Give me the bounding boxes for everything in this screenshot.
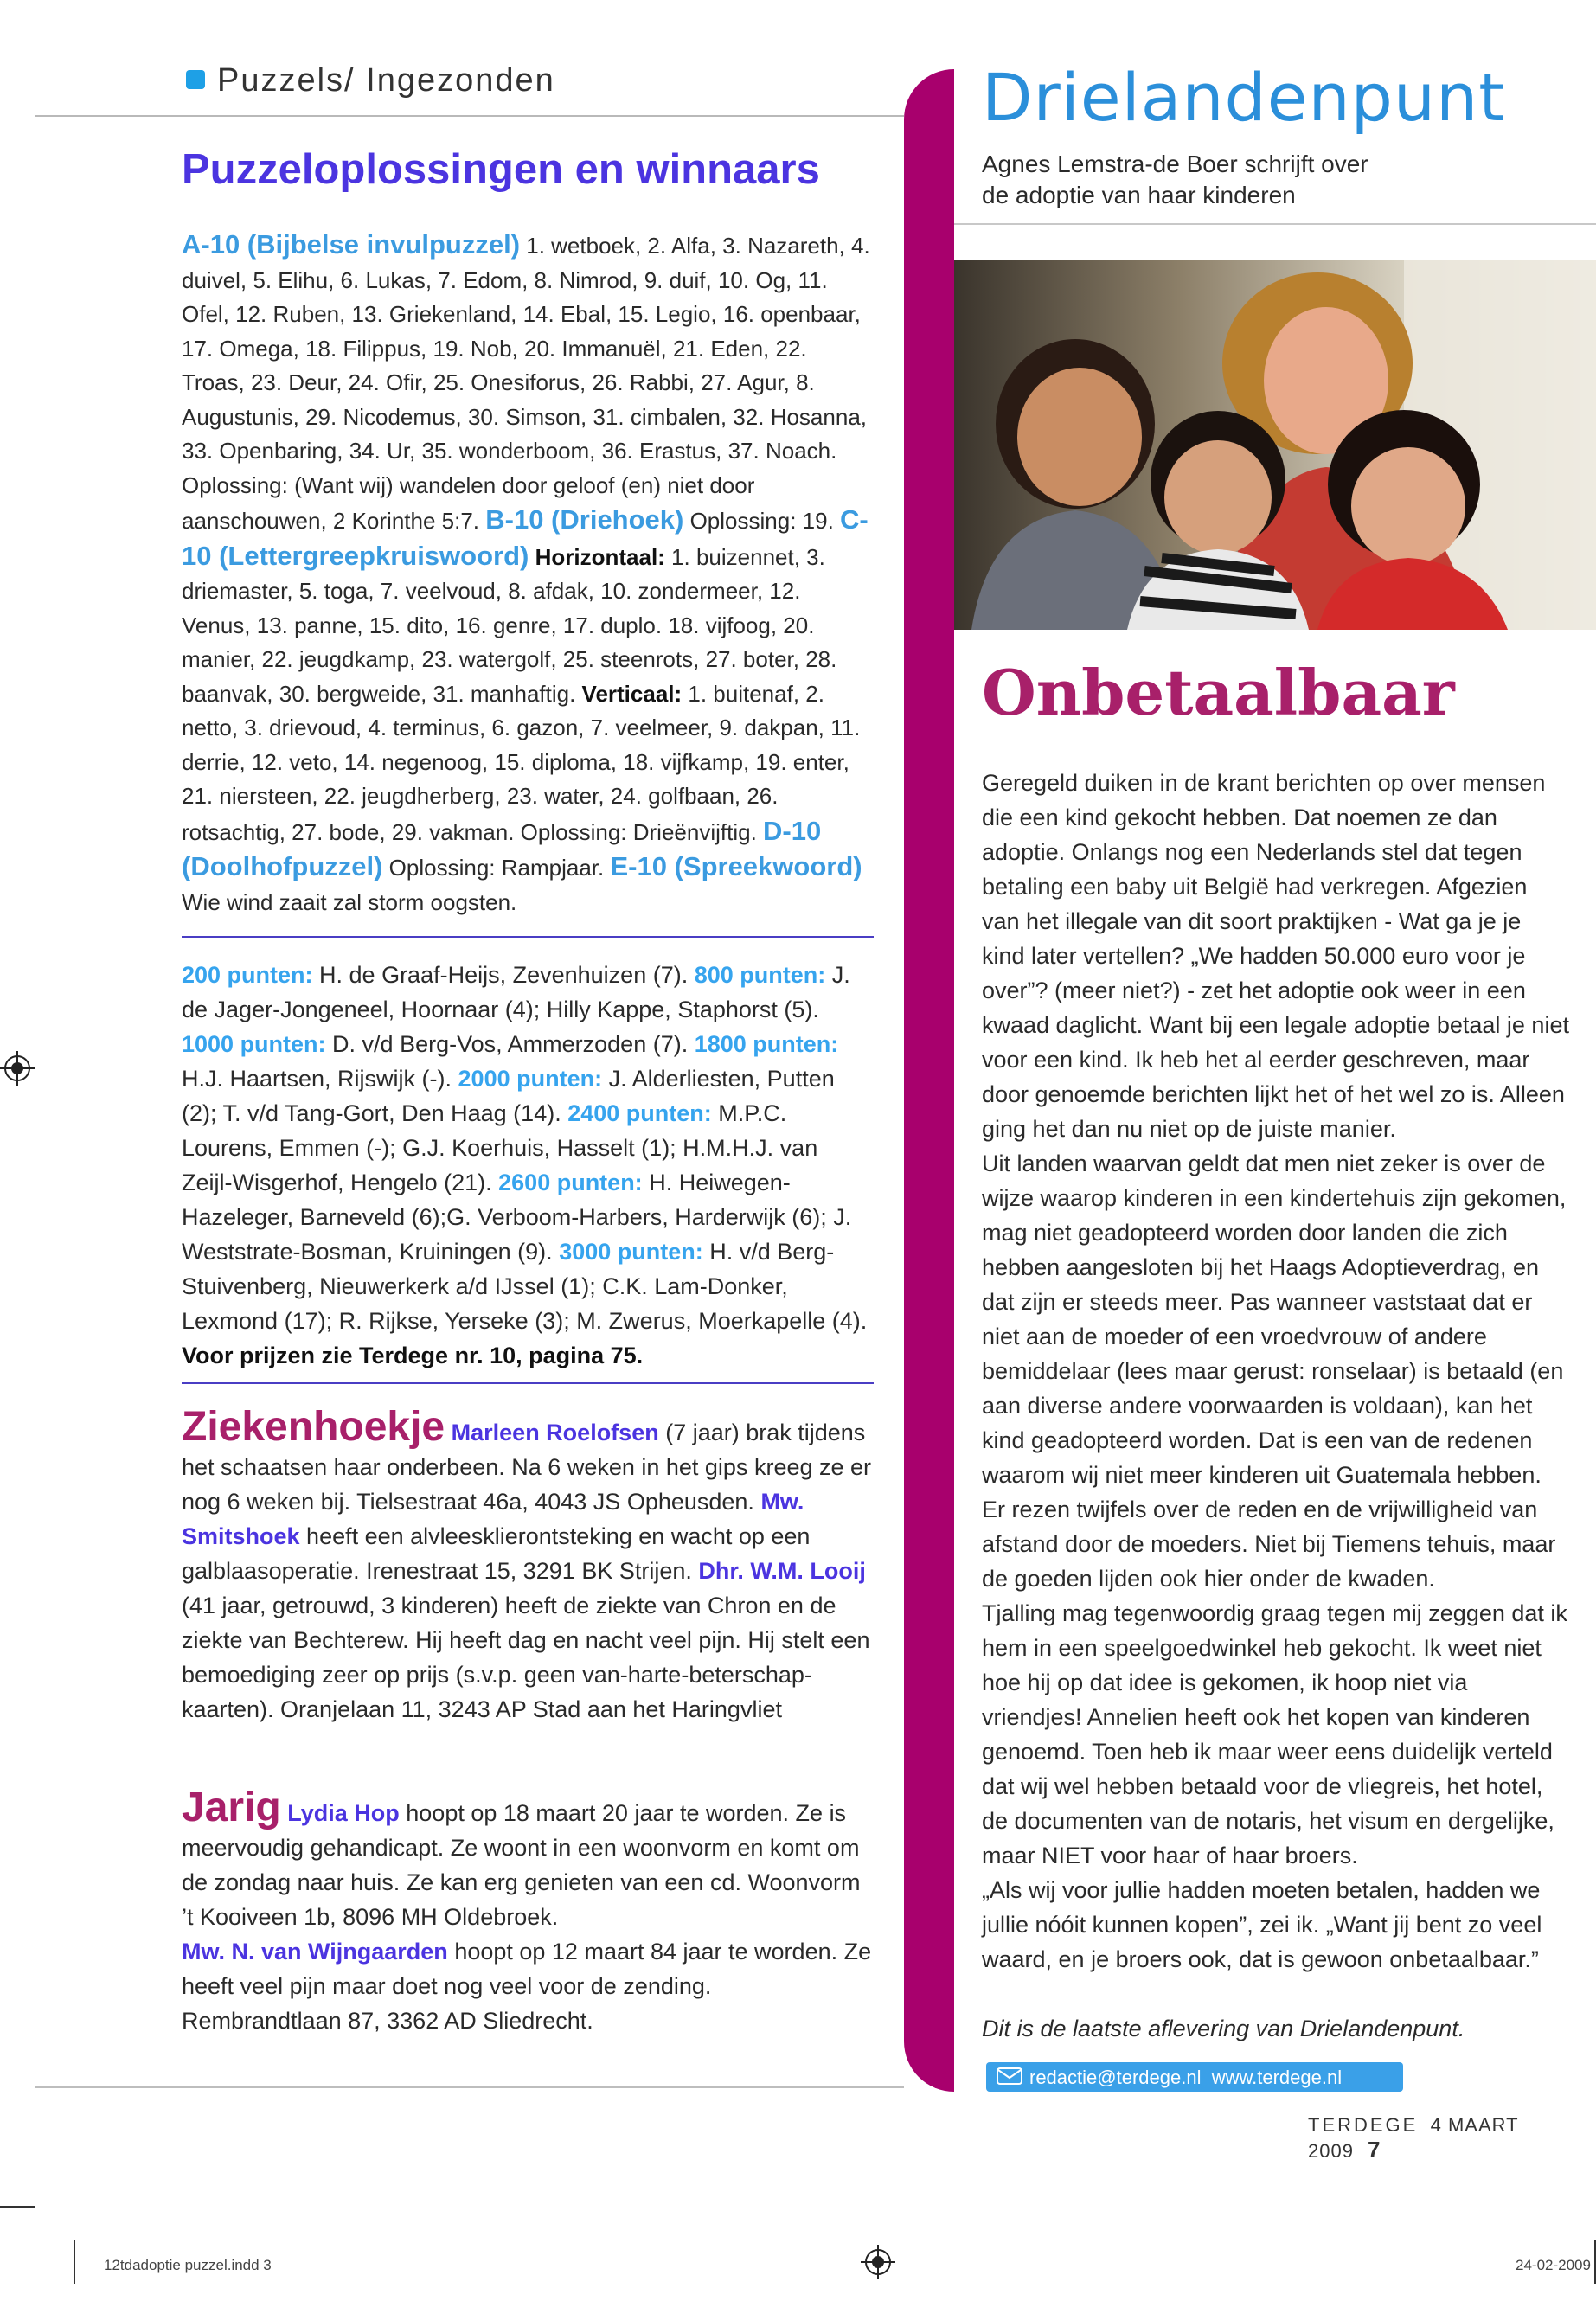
puzzle-a-label: A-10 (Bijbelse invulpuzzel)	[182, 229, 521, 260]
section-divider	[182, 936, 874, 938]
slug-filename: 12tdadoptie puzzel.indd 3	[104, 2257, 272, 2273]
sick-text-2: heeft een alvleesklierontsteking en wacht op een galblaasoperatie. Irenestraat 15, 3291 BK Strijen.	[182, 1523, 811, 1584]
points-2000-label: 2000 punten:	[458, 1066, 603, 1092]
puzzle-e-label: E-10 (Spreekwoord)	[610, 851, 862, 881]
birthday-text-2: hoopt op 12 maart 84 jaar te worden. Ze heeft veel pijn maar doet nog veel voor de zending. Rembrandtlaan 87, 3362 AD Sliedrecht.	[182, 1939, 872, 2034]
puzzle-solutions	[182, 228, 874, 920]
article-paragraph: „Als wij voor jullie hadden moeten betalen, hadden we jullie nóóit kunnen kopen”, zei ik. „Want jij bent zo veel waard, en je broers ook, dat is gewoon onbetaalbaar.”	[982, 1877, 1542, 1972]
puzzle-c-label: C-10 (Lettergreepkruiswoord)	[182, 504, 869, 571]
slug-date: 24-02-2009	[1516, 2257, 1591, 2273]
birthday-name-1: Lydia Hop	[287, 1800, 400, 1826]
family-photo	[954, 260, 1596, 630]
section-divider	[182, 1382, 874, 1384]
sick-corner	[182, 1404, 874, 1727]
birthday-name-2: Mw. N. van Wijngaarden	[182, 1939, 448, 1965]
issue-date: 4 MAART 2009	[1308, 2114, 1519, 2162]
winners-list	[182, 958, 874, 1373]
points-1000-text: D. v/d Berg-Vos, Ammerzoden (7).	[325, 1031, 695, 1057]
column-subtitle-text: Agnes Lemstra-de Boer schrijft over de adoptie van haar kinderen	[982, 151, 1368, 208]
points-200-label: 200 punten:	[182, 962, 313, 988]
puzzle-a-text: 1. wetboek, 2. Alfa, 3. Nazareth, 4. duivel, 5. Elihu, 6. Lukas, 7. Edom, 8. Nimrod, 9. duif, 10. Og, 11. Ofel, 12. Ruben, 13. Griekenland, 14. Ebal, 15. Legio, 16. openbaar, 17. Omega, 18. Filippus, 19. Nob, 20. Immanuël, 21. Eden, 22. Troas, 23. Deur, 24. Ofir, 25. Onesiforus, 26. Rabbi, 27. Agur, 8. Augustunis, 29. Nicodemus, 30. Simson, 31. cimbalen, 32. Hosanna, 33. Openbaring, 34. Ur, 35. wonderboom, 36. Erastus, 37. Noach. Oplossing: (Want wij) wandelen door geloof (en) niet door aanschouwen, 2 Korinthe 5:7.	[182, 233, 870, 534]
contact-email-link[interactable]: redactie@terdege.nl	[1029, 2067, 1202, 2089]
points-2400-text: M.P.C. Lourens, Emmen (-); G.J. Koerhuis, Hasselt (1); H.M.H.J. van Zeijl-Wisgerhof, Hengelo (21).	[182, 1100, 818, 1195]
column-divider	[954, 223, 1596, 225]
envelope-icon	[997, 2067, 1022, 2085]
points-2600-text: H. Heiwegen-Hazeleger, Barneveld (6);G. Verboom-Harbers, Harderwijk (6); J. Weststrate-Bosman, Kruiningen (9).	[182, 1170, 852, 1265]
contact-web-link[interactable]: www.terdege.nl	[1211, 2067, 1343, 2089]
section-square-icon	[186, 70, 205, 89]
points-1800-text: H.J. Haartsen, Rijswijk (-).	[182, 1066, 458, 1092]
points-200-text: H. de Graaf-Heijs, Zevenhuizen (7).	[312, 962, 695, 988]
sick-name-3: Dhr. W.M. Looij	[698, 1558, 866, 1584]
points-2000-text: J. Alderliesten, Putten (2); T. v/d Tang-Gort, Den Haag (14).	[182, 1066, 835, 1126]
article-paragraph: Uit landen waarvan geldt dat men niet zeker is over de wijze waarop kinderen in een kindertehuis zijn gekomen, mag niet geadopteerd worden door landen die zich hebben aangesloten bij het Haags Adoptieverdrag, en dat zijn er steeds meer. Pas wanneer vaststaat dat er niet aan de moeder of een vroedvrouw of andere bemiddelaar (lees maar gerust: ronselaar) is betaald (en aan diverse andere voorwaarden is voldaan), kan het kind geadopteerd worden. Dat is een van de redenen waarom wij niet meer kinderen uit Guatemala hebben. Er rezen twijfels over de reden en de vrijwilligheid van afstand door de moeders. Niet bij Tiemens tehuis, maar de goeden lijden ook hier onder de kwaden.	[982, 1150, 1567, 1592]
puzzle-d-label: D-10 (Doolhofpuzzel)	[182, 815, 822, 881]
page-number: 7	[1367, 2137, 1381, 2163]
column-subtitle	[982, 149, 1397, 211]
publication-name: TERDEGE	[1308, 2114, 1419, 2136]
page-folio	[1308, 2114, 1596, 2163]
footer-divider	[35, 2086, 904, 2088]
crop-mark	[74, 2240, 75, 2284]
points-2400-label: 2400 punten:	[567, 1100, 712, 1126]
points-3000-text: H. v/d Berg-Stuivenberg, Nieuwerkerk a/d IJssel (1); C.K. Lam-Donker, Lexmond (17); R. Rijkse, Yerseke (3); M. Zwerus, Moerkapelle (4).	[182, 1239, 868, 1334]
puzzle-c-horizontal: Horizontaal:	[529, 543, 665, 570]
sick-corner-heading: Ziekenhoekje	[182, 1404, 445, 1450]
points-2600-label: 2600 punten:	[498, 1170, 643, 1195]
points-1000-label: 1000 punten:	[182, 1031, 326, 1057]
puzzle-d-text: Oplossing: Rampjaar.	[382, 855, 611, 881]
article-paragraph: Geregeld duiken in de krant berichten op over mensen die een kind gekocht hebben. Dat noemen ze dan adoptie. Onlangs nog een Nederlands stel dat tegen betaling een baby uit België had verkregen. Afgezien van het illegale van dit soort praktijken - Wat ga je je kind later vertellen? „We hadden 50.000 euro voor je over”? (meer niet?) - zet het adoptie ook weer in een kwaad daglicht. Want bij een legale adoptie betaal je niet voor een kind. Ik heb het al eerder geschreven, maar door genoemde berichten lijkt het of het wel zo is. Alleen ging het dan nu niet op de juiste manier.	[982, 770, 1569, 1142]
puzzle-c-htext: 1. buizennet, 3. driemaster, 5. toga, 7. veelvoud, 8. afdak, 10. zondermeer, 12. Venus, 13. panne, 15. dito, 16. genre, 17. duplo. 18. vijfoog, 20. manier, 22. jeugdkamp, 23. watergolf, 25. steenrots, 27. boter, 28. baanvak, 30. bergweide, 31. manhaftig.	[182, 543, 837, 707]
points-3000-label: 3000 punten:	[559, 1239, 703, 1265]
contact-bar	[986, 2062, 1403, 2092]
puzzle-c-vtext: 1. buitenaf, 2. netto, 3. drievoud, 4. terminus, 6. gazon, 7. veelmeer, 9. dakpan, 11. derrie, 12. veto, 14. negenoog, 15. diploma, 18. vijfkamp, 19. enter, 21. niersteen, 22. jeugdherberg, 23. water, 24. golfbaan, 26. rotsachtig, 27. bode, 29. vakman. Oplossing: Drieënvijftig.	[182, 680, 861, 845]
section-label: Puzzels/ Ingezonden	[217, 62, 555, 99]
article-title: Onbetaalbaar	[982, 656, 1455, 729]
column-title: Drielandenpunt	[982, 59, 1506, 136]
puzzle-c-vertical: Verticaal:	[581, 680, 683, 707]
points-800-label: 800 punten:	[694, 962, 826, 988]
points-1800-label: 1800 punten:	[694, 1031, 839, 1057]
sick-text-3: (41 jaar, getrouwd, 3 kinderen) heeft de ziekte van Chron en de ziekte van Bechterew. Hij heeft dag en nacht veel pijn. Hij stelt een bemoediging zeer op prijs (s.v.p. geen van-harte-beterschap-kaarten). Oranjelaan 11, 3243 AP Stad aan het Haringvliet	[182, 1593, 870, 1722]
birthday-heading: Jarig	[182, 1785, 281, 1830]
article-body	[982, 766, 1570, 1977]
birthday-text-1: hoopt op 18 maart 20 jaar te worden. Ze is meervoudig gehandicapt. Ze woont in een woonvorm en komt om de zondag naar huis. Ze kan erg genieten van een cd. Woonvorm ’t Kooiveen 1b, 8096 MH Oldebroek.	[182, 1800, 861, 1930]
registration-mark-icon	[0, 1051, 35, 1086]
puzzle-b-text: Oplossing: 19.	[683, 508, 841, 534]
birthday-section	[182, 1785, 874, 2038]
puzzle-title: Puzzeloplossingen en winnaars	[182, 146, 820, 193]
column-accent-bar	[904, 69, 954, 2092]
sick-text-1: (7 jaar) brak tijdens het schaatsen haar onderbeen. Na 6 weken in het gips kreeg ze er nog 6 weken bij. Tielsestraat 46a, 4043 JS Opheusden.	[182, 1420, 872, 1515]
crop-mark	[0, 2206, 35, 2208]
prizes-note: Voor prijzen zie Terdege nr. 10, pagina 75.	[182, 1343, 644, 1368]
header-divider	[35, 115, 904, 117]
article-paragraph: Tjalling mag tegenwoordig graag tegen mij zeggen dat ik hem in een speelgoedwinkel heb gekocht. Ik weet niet hoe hij op dat idee is gekomen, ik hoop niet via vriendjes! Annelien heeft ook het kopen van kinderen genoemd. Toen heb ik maar weer eens duidelijk verteld dat wij wel hebben betaald voor de vliegreis, het hotel, de documenten van de notaris, het visum en dergelijke, maar NIET voor haar of haar broers.	[982, 1600, 1567, 1868]
sick-name-1: Marleen Roelofsen	[451, 1420, 659, 1445]
sick-name-2: Mw. Smitshoek	[182, 1489, 804, 1549]
puzzle-b-label: B-10 (Driehoek)	[485, 504, 684, 535]
points-800-text: J. de Jager-Jongeneel, Hoornaar (4); Hilly Kappe, Staphorst (5).	[182, 962, 850, 1022]
closing-note: Dit is de laatste aflevering van Drielandenpunt.	[982, 2016, 1465, 2041]
registration-mark-icon	[861, 2245, 895, 2279]
puzzle-e-text: Wie wind zaait zal storm oogsten.	[182, 888, 517, 915]
section-header	[186, 62, 555, 99]
